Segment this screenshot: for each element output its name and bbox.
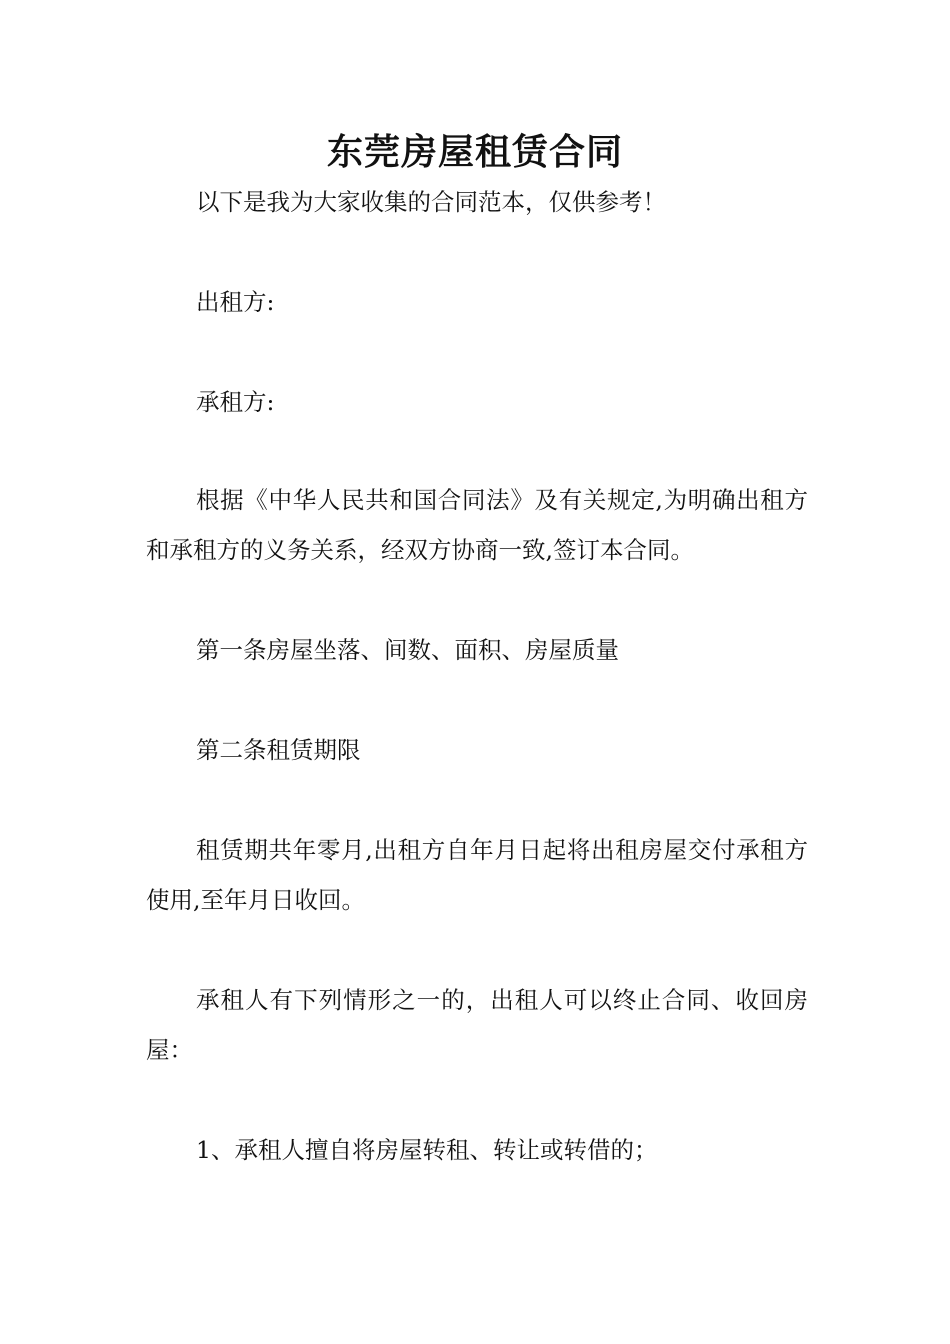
intro-paragraph: 以下是我为大家收集的合同范本，仅供参考！ [196, 188, 666, 216]
termination-paragraph: 承租人有下列情形之一的，出租人可以终止合同、收回房屋： [146, 986, 808, 1064]
lease-term-paragraph: 租赁期共年零月,出租方自年月日起将出租房屋交付承租方使用,至年月日收回。 [146, 836, 808, 914]
article-two-heading: 第二条租赁期限 [196, 736, 361, 764]
document-title: 东莞房屋租赁合同 [326, 131, 623, 173]
article-one-heading: 第一条房屋坐落、间数、面积、房屋质量 [196, 636, 619, 664]
lessor-line: 出租方: [196, 288, 275, 316]
preamble-paragraph: 根据《中华人民共和国合同法》及有关规定,为明确出租方和承租方的义务关系，经双方协商一致,签订本合同。 [146, 486, 808, 564]
clause-item-1: 1、承租人擅自将房屋转租、转让或转借的； [196, 1136, 658, 1164]
lessee-line: 承租方: [196, 388, 275, 416]
